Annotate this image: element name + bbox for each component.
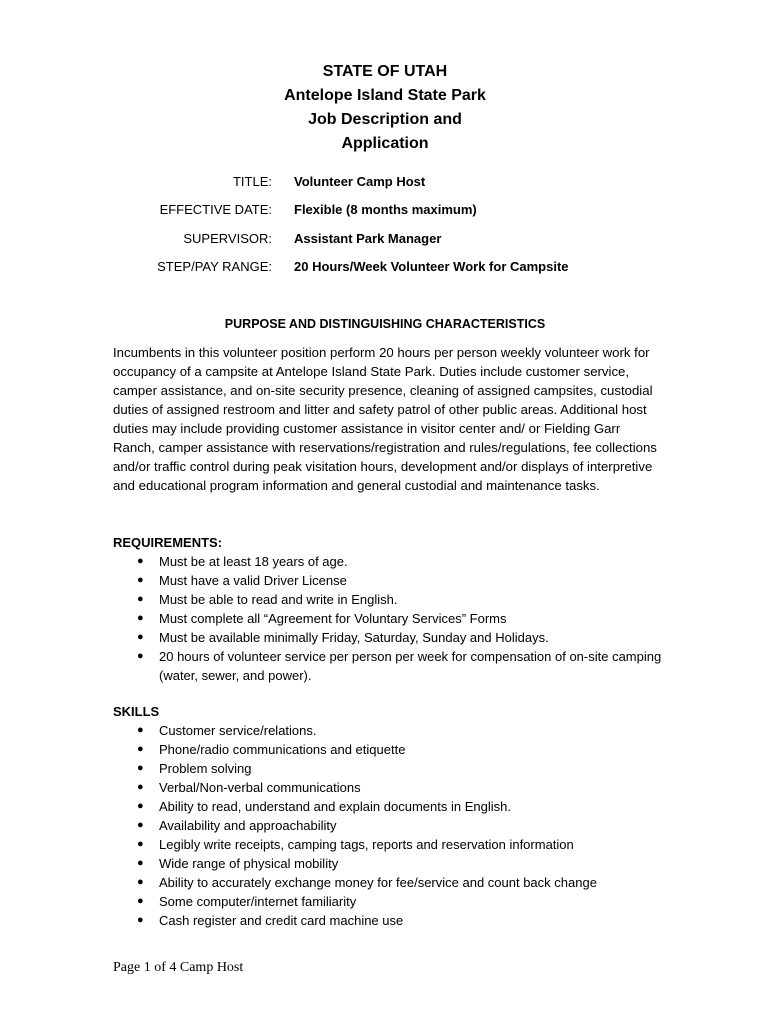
list-item-text: Cash register and credit card machine use [159,913,404,928]
list-item [113,911,673,930]
list-item [113,721,673,740]
list-item-text: Ability to accurately exchange money for fee/service and count back change [159,875,597,890]
field-value: Volunteer Camp Host [294,174,426,189]
list-item-text: Problem solving [159,761,252,776]
list-item-text: 20 hours of volunteer service per person per week for compensation of on-site camping (water, sewer, and power). [159,649,662,683]
job-fields [0,172,770,285]
field-value: Flexible (8 months maximum) [294,202,477,218]
list-item-text: Phone/radio communications and etiquette [159,742,406,757]
list-item-text: Must be at least 18 years of age. [159,554,348,569]
list-item [113,854,673,873]
skills-section [113,702,673,930]
field-value: Assistant Park Manager [294,230,442,246]
field-value: 20 Hours/Week Volunteer Work for Campsite [294,258,569,274]
bullet-icon: ● [137,574,144,586]
bullet-icon: ● [137,612,144,624]
title-line-park: Antelope Island State Park [284,87,486,104]
list-item [113,759,673,778]
title-line-state: STATE OF UTAH [322,63,448,80]
bullet-icon: ● [137,800,144,812]
list-item [113,835,673,854]
bullet-icon: ● [137,857,144,869]
list-item [113,892,673,911]
bullet-icon: ● [137,819,144,831]
field-label: EFFECTIVE DATE: [159,202,272,218]
field-label: TITLE: [232,174,272,189]
list-item [113,647,673,685]
bullet-icon: ● [137,762,144,774]
purpose-paragraph: Incumbents in this volunteer position perform 20 hours per person weekly volunteer work for occupancy of a campsite at Antelope Island State Park. Duties include customer service, camper assistance, and on-site security presence, cleaning of assigned campsites, custodial duties of assigned restroom and litter and safety patrol of other public areas. Additional host duties may include providing customer assistance in visitor center and/ or Fielding Garr Ranch, camper assistance with reservations/registration and rules/regulations, fee collections and/or traffic control during peak visitation hours, development and/or displays of interpretive and educational program information and general custodial and maintenance tasks. [113,345,657,493]
requirements-section [113,533,673,685]
list-item [113,778,673,797]
field-supervisor [0,229,770,257]
bullet-icon: ● [137,631,144,643]
bullet-icon: ● [137,724,144,736]
list-item-text: Wide range of physical mobility [159,856,339,871]
list-item-text: Customer service/relations. [159,723,317,738]
list-item-text: Must complete all “Agreement for Voluntary Services” Forms [159,611,507,626]
field-step-pay-range [0,257,770,285]
document-title [0,60,770,156]
title-line-job-description: Job Description and [308,111,462,128]
bullet-icon: ● [137,876,144,888]
list-item-text: Legibly write receipts, camping tags, reports and reservation information [159,837,574,852]
requirements-heading: REQUIREMENTS: [113,535,223,550]
title-line-application: Application [341,135,429,152]
field-effective-date [0,200,770,228]
list-item [113,628,673,647]
list-item [113,571,673,590]
field-label: STEP/PAY RANGE: [157,258,272,274]
list-item-text: Verbal/Non-verbal communications [159,780,361,795]
bullet-icon: ● [137,555,144,567]
list-item-text: Availability and approachability [159,818,337,833]
list-item-text: Must have a valid Driver License [159,573,347,588]
bullet-icon: ● [137,914,144,926]
list-item-text: Must be available minimally Friday, Saturday, Sunday and Holidays. [159,630,549,645]
bullet-icon: ● [137,593,144,605]
list-item [113,590,673,609]
skills-heading: SKILLS [113,704,160,719]
bullet-icon: ● [137,838,144,850]
list-item-text: Ability to read, understand and explain documents in English. [159,799,511,814]
bullet-icon: ● [137,743,144,755]
bullet-icon: ● [137,895,144,907]
list-item [113,552,673,571]
list-item [113,740,673,759]
list-item-text: Some computer/internet familiarity [159,894,357,909]
requirements-list [113,552,673,685]
field-title [0,172,770,200]
list-item [113,609,673,628]
skills-list [113,721,673,930]
bullet-icon: ● [137,781,144,793]
list-item [113,816,673,835]
bullet-icon: ● [137,650,144,662]
list-item [113,797,673,816]
purpose-heading: PURPOSE AND DISTINGUISHING CHARACTERISTICS [224,317,546,331]
list-item [113,873,673,892]
page-footer: Page 1 of 4 Camp Host [113,960,244,975]
list-item-text: Must be able to read and write in English. [159,592,398,607]
field-label: SUPERVISOR: [183,230,272,246]
